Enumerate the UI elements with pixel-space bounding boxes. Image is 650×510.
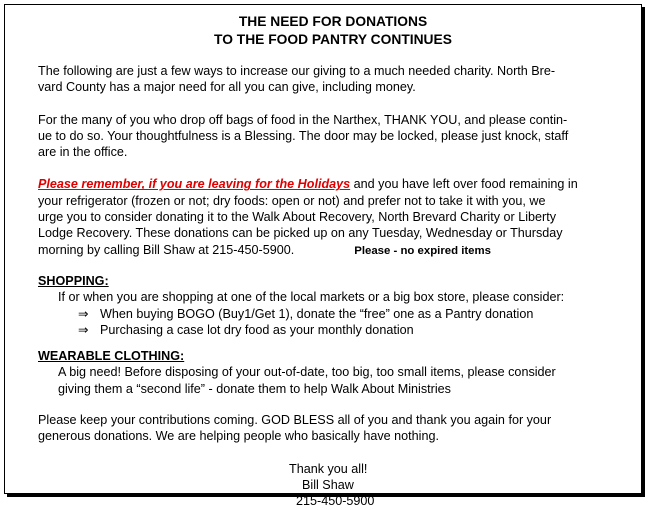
clothing-line: A big need! Before disposing of your out-of-date, too big, too small items, please consider	[58, 365, 556, 380]
holidays-reminder: Please remember, if you are leaving for the Holidays	[38, 177, 351, 192]
holidays-line: urge you to consider donating it to the Walk About Recovery, North Brevard Charity or Liberty	[38, 210, 556, 225]
signature-name: Bill Shaw	[302, 477, 354, 492]
narthex-paragraph	[38, 112, 628, 161]
closing-line: generous donations. We are helping people who basically have nothing.	[38, 429, 439, 444]
arrow-icon: ⇒	[78, 322, 89, 337]
signature-block	[38, 461, 628, 510]
closing-line: Please keep your contributions coming. GOD BLESS all of you and thank you again for your	[38, 413, 552, 428]
no-expired-note: Please - no expired items	[354, 244, 491, 257]
clothing-line: giving them a “second life” - donate them to help Walk About Ministries	[58, 381, 451, 396]
shopping-intro: If or when you are shopping at one of the local markets or a big box store, please consider:	[58, 290, 565, 305]
notice-title	[38, 13, 628, 49]
holidays-line: Lodge Recovery. These donations can be picked up on any Tuesday, Wednesday or Thursday	[38, 226, 563, 241]
holidays-line	[38, 176, 628, 192]
shopping-item-text: When buying BOGO (Buy1/Get 1), donate the “free” one as a Pantry donation	[100, 306, 534, 321]
signature-phone: 215-450-5900	[296, 494, 375, 509]
notice-content	[38, 5, 628, 510]
holidays-line-rest: and you have left over food remaining in	[350, 177, 578, 192]
shopping-item-text: Purchasing a case lot dry food as your monthly donation	[100, 322, 414, 337]
holidays-line: your refrigerator (frozen or not; dry foods: open or not) and prefer not to take it with you, we	[38, 193, 546, 208]
title-line-1: THE NEED FOR DONATIONS	[238, 14, 428, 29]
shopping-item	[78, 322, 628, 338]
pickup-phone-text: morning by calling Bill Shaw at 215-450-5900.	[38, 242, 295, 257]
notice-frame	[4, 4, 642, 509]
intro-paragraph	[38, 63, 628, 96]
intro-line: vard County has a major need for all you can give, including money.	[38, 80, 416, 95]
intro-line: The following are just a few ways to increase our giving to a much needed charity. North Bre-	[38, 64, 556, 78]
clothing-heading: WEARABLE CLOTHING:	[38, 349, 185, 364]
holidays-paragraph	[38, 176, 628, 258]
shopping-heading: SHOPPING:	[38, 273, 109, 288]
shopping-item	[78, 306, 628, 322]
arrow-icon: ⇒	[78, 306, 89, 321]
narthex-line: ue to do so. Your thoughtfulness is a Blessing. The door may be locked, please just knock, staff	[38, 128, 569, 143]
narthex-line: For the many of you who drop off bags of food in the Narthex, THANK YOU, and please contin-	[38, 112, 568, 127]
clothing-section	[38, 364, 628, 397]
narthex-line: are in the office.	[38, 145, 128, 160]
shopping-section	[38, 289, 628, 338]
holidays-line	[38, 242, 628, 259]
closing-paragraph	[38, 412, 628, 445]
title-line-2: TO THE FOOD PANTRY CONTINUES	[214, 32, 452, 47]
signature-thanks: Thank you all!	[289, 461, 368, 476]
